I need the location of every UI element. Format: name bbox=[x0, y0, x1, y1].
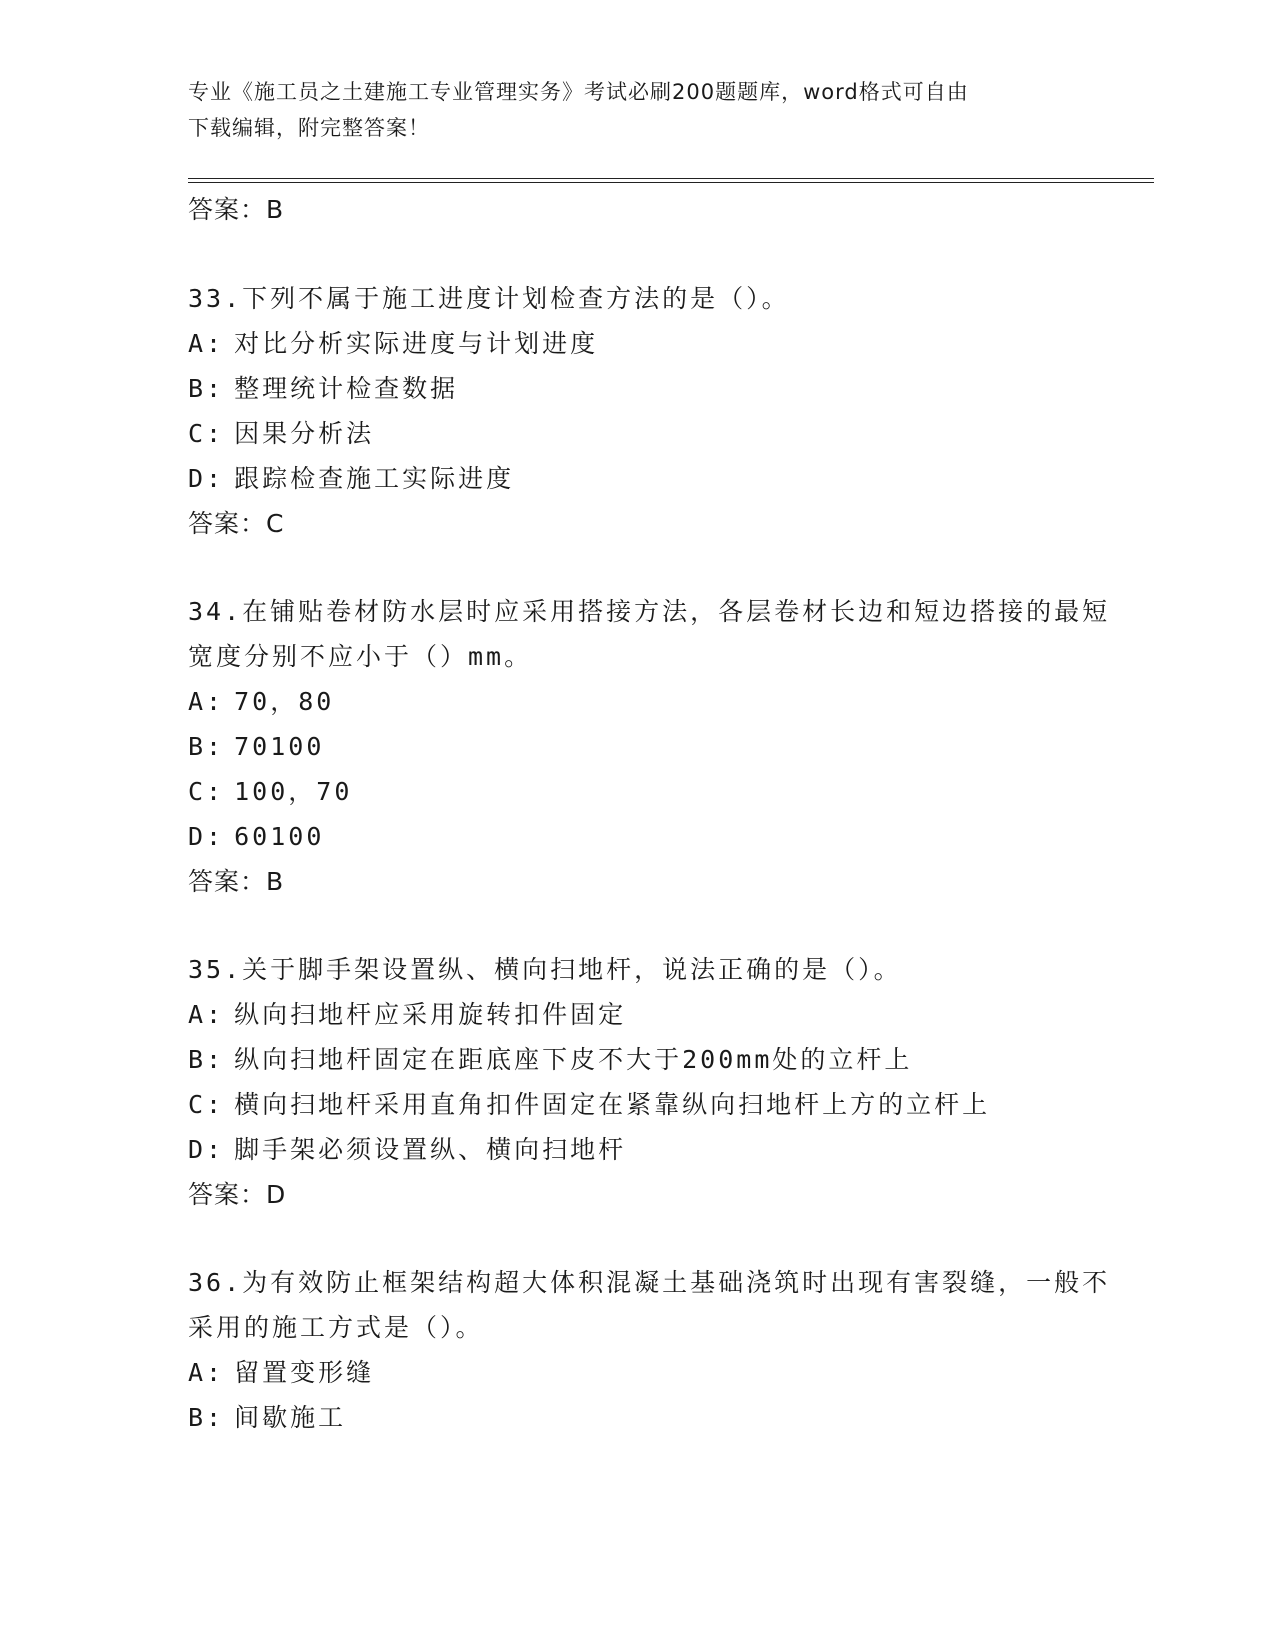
question-stem: 33.下列不属于施工进度计划检查方法的是（）。 bbox=[188, 284, 790, 313]
question-36 bbox=[188, 1260, 1118, 1440]
option-c bbox=[188, 769, 1118, 814]
question-34 bbox=[188, 589, 1118, 905]
option-a bbox=[188, 321, 1118, 366]
option-text: 60100 bbox=[234, 822, 325, 851]
option-text: 70100 bbox=[234, 732, 325, 761]
option-a bbox=[188, 1350, 1118, 1395]
document-header bbox=[188, 74, 1078, 146]
option-key: D: bbox=[188, 1135, 225, 1164]
option-b bbox=[188, 1037, 1118, 1082]
question-stem: 34.在铺贴卷材防水层时应采用搭接方法，各层卷材长边和短边搭接的最短宽度分别不应小于（）mm。 bbox=[188, 597, 1111, 671]
option-text: 留置变形缝 bbox=[234, 1358, 375, 1387]
option-text: 纵向扫地杆固定在距底座下皮不大于200mm处的立杆上 bbox=[234, 1045, 913, 1074]
option-text: 因果分析法 bbox=[234, 419, 375, 448]
option-key: B: bbox=[188, 732, 225, 761]
option-d bbox=[188, 456, 1118, 501]
question-answer: 答案：D bbox=[188, 1180, 287, 1209]
option-text: 纵向扫地杆应采用旋转扣件固定 bbox=[234, 1000, 627, 1029]
option-b bbox=[188, 724, 1118, 769]
option-c bbox=[188, 411, 1118, 456]
option-b bbox=[188, 1395, 1118, 1440]
option-text: 跟踪检查施工实际进度 bbox=[234, 464, 515, 493]
option-key: D: bbox=[188, 464, 225, 493]
previous-answer: 答案：B bbox=[188, 195, 285, 224]
option-a bbox=[188, 679, 1118, 724]
option-text: 间歇施工 bbox=[234, 1403, 347, 1432]
option-key: C: bbox=[188, 1090, 225, 1119]
option-d bbox=[188, 1127, 1118, 1172]
option-text: 70，80 bbox=[234, 687, 335, 716]
option-key: A: bbox=[188, 329, 225, 358]
option-a bbox=[188, 992, 1118, 1037]
document-body bbox=[188, 186, 1118, 1440]
option-key: B: bbox=[188, 1403, 225, 1432]
option-key: A: bbox=[188, 1358, 225, 1387]
question-answer: 答案：B bbox=[188, 867, 285, 896]
header-divider bbox=[188, 178, 1154, 183]
option-key: D: bbox=[188, 822, 225, 851]
option-key: A: bbox=[188, 687, 225, 716]
option-key: C: bbox=[188, 419, 225, 448]
header-title-line-2: 下载编辑，附完整答案！ bbox=[188, 116, 430, 140]
option-key: A: bbox=[188, 1000, 225, 1029]
question-33 bbox=[188, 276, 1118, 547]
header-title-line-1: 专业《施工员之土建施工专业管理实务》考试必刷200题题库，word格式可自由 bbox=[188, 80, 969, 104]
question-stem: 36.为有效防止框架结构超大体积混凝土基础浇筑时出现有害裂缝，一般不采用的施工方式是（）。 bbox=[188, 1268, 1111, 1342]
option-key: B: bbox=[188, 374, 225, 403]
option-text: 横向扫地杆采用直角扣件固定在紧靠纵向扫地杆上方的立杆上 bbox=[234, 1090, 991, 1119]
option-text: 100，70 bbox=[234, 777, 353, 806]
option-text: 整理统计检查数据 bbox=[234, 374, 459, 403]
option-b bbox=[188, 366, 1118, 411]
option-key: C: bbox=[188, 777, 225, 806]
question-35 bbox=[188, 947, 1118, 1218]
option-d bbox=[188, 814, 1118, 859]
option-text: 脚手架必须设置纵、横向扫地杆 bbox=[234, 1135, 627, 1164]
question-answer: 答案：C bbox=[188, 509, 285, 538]
option-c bbox=[188, 1082, 1118, 1127]
question-stem: 35.关于脚手架设置纵、横向扫地杆，说法正确的是（）。 bbox=[188, 955, 902, 984]
option-key: B: bbox=[188, 1045, 225, 1074]
option-text: 对比分析实际进度与计划进度 bbox=[234, 329, 599, 358]
